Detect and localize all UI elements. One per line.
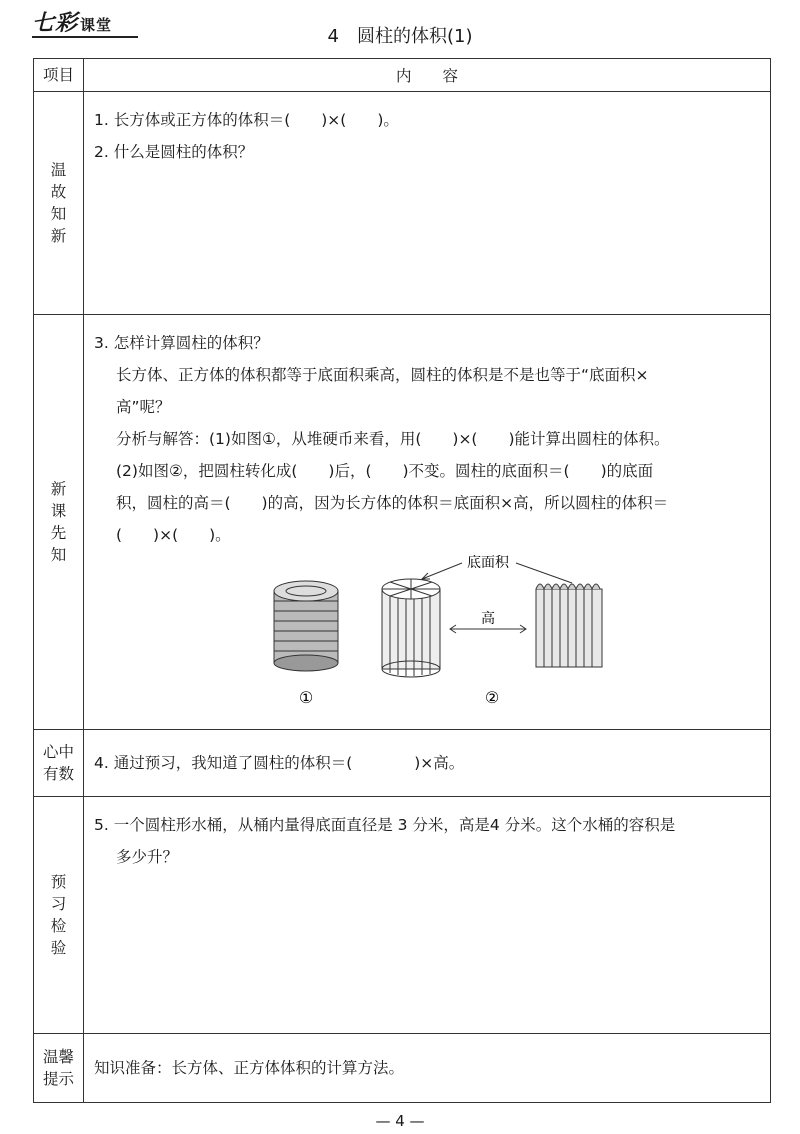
label-base-area: 底面积 [467,555,509,571]
section-label: 温馨 提示 [34,1034,84,1103]
sliced-cylinder-image [382,579,440,677]
label-height: 高 [481,611,495,627]
cylinder-figure [94,551,760,719]
figure-caption-2: ② [484,688,500,707]
section-label: 心中 有数 [34,730,84,797]
section-review [34,92,771,315]
section-content: 5. 一个圆柱形水桶，从桶内量得底面直径是 3 分米，高是4 分米。这个水桶的容积是 多少升？ [84,797,771,1034]
column-header-item: 项目 [34,59,84,92]
section-preview-check [34,797,771,1034]
coin-stack-image [274,581,338,671]
section-content: 4. 通过预习，我知道了圆柱的体积＝( )×高。 [84,730,771,797]
arrow-to-cuboid-base [516,563,572,583]
worksheet-table [33,58,771,1103]
rearranged-cuboid-image [536,584,602,667]
section-new-lesson [34,315,771,730]
arrow-to-cylinder-base [422,563,462,579]
column-header-content: 内 容 [84,59,771,92]
section-content: 知识准备：长方体、正方体体积的计算方法。 [84,1034,771,1103]
section-content: 3. 怎样计算圆柱的体积？ 长方体、正方体的体积都等于底面积乘高，圆柱的体积是不是也等于“底面积× 高”呢？ 分析与解答：(1)如图①，从堆硬币来看，用( )×( )能计算出圆柱的体积。 (2)如图②，把圆柱转化成( )后，( )不变。圆柱的底面积＝( )的底面 积，圆柱的高＝( )的高，因为长方体的体积＝底面积×高，所以圆柱的体积＝ ( )×( )。 底面积 高 ① ② [84,315,771,730]
section-label: 温 故 知 新 [34,92,84,315]
page-number: — 4 — [375,1112,425,1130]
section-tip [34,1034,771,1103]
section-content: 1. 长方体或正方体的体积＝( )×( )。 2. 什么是圆柱的体积？ [84,92,771,315]
brand-logo: 七彩 课堂 [32,10,113,36]
page-title: 4 圆柱的体积(1) [327,26,473,47]
section-in-mind [34,730,771,797]
section-label: 预 习 检 验 [34,797,84,1034]
figure-caption-1: ① [298,688,314,707]
section-label: 新 课 先 知 [34,315,84,730]
